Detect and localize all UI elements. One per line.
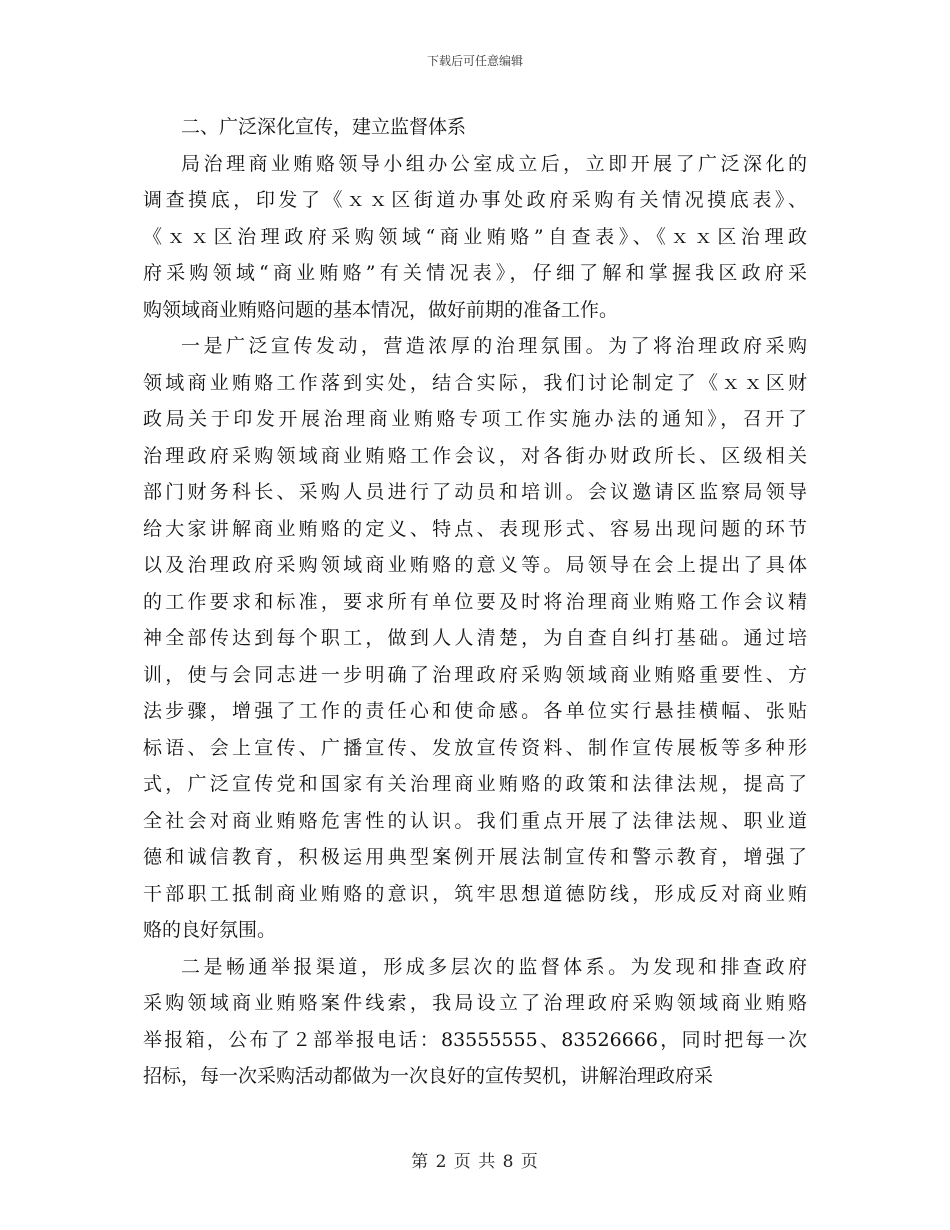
document-body — [143, 109, 807, 1095]
paragraph-line: 府采购领域“商业贿赂”有关情况表》，仔细了解和掌握我区政府采 — [143, 262, 807, 284]
paragraph-line: 赂的良好氛围。 — [143, 919, 277, 941]
body-paragraph — [143, 949, 807, 1095]
paragraph-line: 以及治理政府采购领域商业贿赂的意义等。局领导在会上提出了具体 — [143, 554, 807, 576]
paragraph-line: 训，使与会同志进一步明确了治理政府采购领域商业贿赂重要性、方 — [143, 663, 807, 686]
page-number: 第 2 页 共 8 页 — [411, 1152, 539, 1172]
paragraph-list — [143, 146, 807, 1095]
paragraph-line: 部门财务科长、采购人员进行了动员和培训。会议邀请区监察局领导 — [143, 481, 807, 503]
paragraph-line: 法步骤，增强了工作的责任心和使命感。各单位实行悬挂横幅、张贴 — [143, 700, 807, 722]
paragraph-line: 举报箱，公布了２部举报电话：83555555、83526666，同时把每一次 — [143, 1028, 807, 1051]
page-header-note: 下载后可任意编辑 — [426, 54, 523, 68]
paragraph-line: 《ｘｘ区治理政府采购领域“商业贿赂”自查表》、《ｘｘ区治理政 — [143, 225, 807, 248]
paragraph-line: 招标，每一次采购活动都做为一次良好的宣传契机，讲解治理政府采 — [143, 1065, 714, 1087]
paragraph-line: 一是广泛宣传发动，营造浓厚的治理氛围。为了将治理政府采购 — [181, 335, 807, 357]
section-heading: 二、广泛深化宣传，建立监督体系 — [181, 116, 467, 138]
paragraph-line: 购领域商业贿赂问题的基本情况，做好前期的准备工作。 — [143, 298, 619, 321]
paragraph-line: 德和诚信教育，积极运用典型案例开展法制宣传和警示教育，增强了 — [143, 846, 807, 868]
paragraph-line: 二是畅通举报渠道，形成多层次的监督体系。为发现和排查政府 — [181, 955, 807, 978]
paragraph-line: 政局关于印发开展治理商业贿赂专项工作实施办法的通知》，召开了 — [143, 408, 807, 430]
paragraph-line: 调查摸底，印发了《ｘｘ区街道办事处政府采购有关情况摸底表》、 — [143, 189, 807, 211]
paragraph-line: 干部职工抵制商业贿赂的意识，筑牢思想道德防线，形成反对商业贿 — [143, 882, 807, 905]
paragraph-line: 领域商业贿赂工作落到实处，结合实际，我们讨论制定了《ｘｘ区财 — [143, 371, 807, 394]
paragraph-line: 采购领域商业贿赂案件线索，我局设立了治理政府采购领域商业贿赂 — [143, 992, 807, 1014]
paragraph-line: 的工作要求和标准，要求所有单位要及时将治理商业贿赂工作会议精 — [143, 590, 807, 613]
paragraph-line: 治理政府采购领域商业贿赂工作会议，对各街办财政所长、区级相关 — [143, 444, 807, 467]
paragraph-line: 给大家讲解商业贿赂的定义、特点、表现形式、容易出现问题的环节 — [143, 517, 807, 540]
body-paragraph — [143, 328, 807, 949]
paragraph-line: 神全部传达到每个职工，做到人人清楚，为自查自纠打基础。通过培 — [143, 627, 807, 649]
paragraph-line: 标语、会上宣传、广播宣传、发放宣传资料、制作宣传展板等多种形 — [143, 736, 807, 759]
paragraph-line: 全社会对商业贿赂危害性的认识。我们重点开展了法律法规、职业道 — [143, 809, 807, 832]
paragraph-line: 局治理商业贿赂领导小组办公室成立后，立即开展了广泛深化的 — [181, 152, 807, 175]
body-paragraph — [143, 146, 807, 329]
paragraph-line: 式，广泛宣传党和国家有关治理商业贿赂的政策和法律法规，提高了 — [143, 773, 807, 795]
